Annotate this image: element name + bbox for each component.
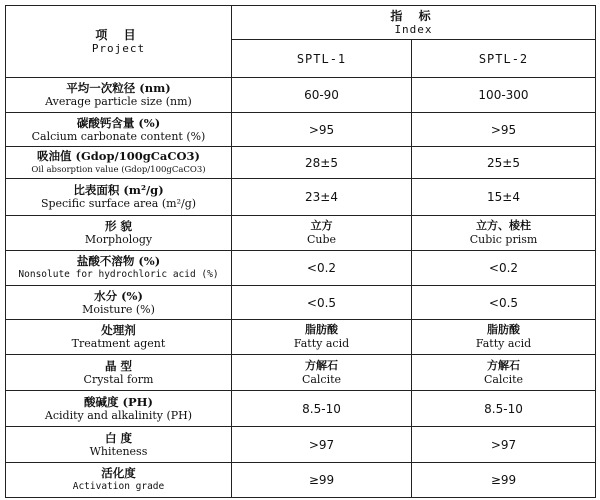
property-en: Activation grade <box>72 481 165 492</box>
value-text: 15±4 <box>487 190 520 204</box>
table-row <box>6 113 596 147</box>
property-en: Morphology <box>84 233 153 246</box>
grade-2-header: SPTL-2 <box>412 40 596 78</box>
sptl-2-value <box>412 113 596 147</box>
property-en: Oil absorption value (Gdop/100gCaCO3) <box>31 164 206 175</box>
table-row <box>6 286 596 320</box>
sptl-1-value <box>232 463 412 498</box>
sptl-1-value <box>232 251 412 286</box>
property-en: Calcium carbonate content (%) <box>31 129 206 143</box>
sptl-1-value <box>232 391 412 427</box>
sptl-1-value <box>232 147 412 179</box>
spec-sheet <box>5 5 595 495</box>
sptl-1-value <box>232 355 412 391</box>
project-header-zh: 项 目 <box>95 27 142 42</box>
index-header-zh: 指 标 <box>390 8 437 23</box>
value-text: <0.2 <box>306 261 337 275</box>
sptl-1-value <box>232 113 412 147</box>
value-text: >97 <box>490 437 517 452</box>
project-header-en: Project <box>91 41 146 55</box>
table-row <box>6 463 596 498</box>
sptl-2-value <box>412 427 596 463</box>
table-row <box>6 78 596 113</box>
grade-1-header: SPTL-1 <box>232 40 412 78</box>
property-en: Treatment agent <box>71 337 166 350</box>
property-zh: 水分 (%) <box>94 288 143 303</box>
table-row <box>6 179 596 216</box>
value-text: 8.5-10 <box>484 401 523 416</box>
property-en: Whiteness <box>89 444 148 458</box>
value-text: 100-300 <box>478 88 529 102</box>
sptl-1-value <box>232 216 412 251</box>
value-text: <0.2 <box>488 261 519 275</box>
value-text: <0.5 <box>306 295 337 310</box>
sptl-1-value <box>232 286 412 320</box>
property-zh: 吸油值 (Gdop/100gCaCO3) <box>37 148 200 163</box>
value-zh: 脂肪酸 <box>305 323 338 336</box>
property-en: Specific surface area (m²/g) <box>40 197 197 210</box>
header-row <box>6 6 596 40</box>
value-text: 25±5 <box>487 155 520 170</box>
value-text: 28±5 <box>305 155 338 170</box>
index-header-en: Index <box>394 22 433 36</box>
property-zh: 白 度 <box>104 430 132 445</box>
value-zh: 方解石 <box>305 358 338 372</box>
property-en: Acidity and alkalinity (PH) <box>44 408 193 422</box>
sptl-2-value <box>412 286 596 320</box>
value-zh: 立方、棱柱 <box>476 219 531 232</box>
property-zh: 盐酸不溶物 (%) <box>76 254 161 268</box>
property-cell <box>6 251 232 286</box>
property-cell <box>6 286 232 320</box>
sptl-2-value <box>412 320 596 355</box>
property-cell <box>6 179 232 216</box>
sptl-2-value <box>412 251 596 286</box>
sptl-2-value <box>412 216 596 251</box>
value-text: ≥99 <box>308 473 335 487</box>
sptl-1-value <box>232 427 412 463</box>
property-en: Average particle size (nm) <box>45 95 192 108</box>
property-zh: 处理剂 <box>101 323 136 337</box>
sptl-2-value <box>412 78 596 113</box>
property-cell <box>6 78 232 113</box>
property-cell <box>6 113 232 147</box>
property-zh: 碳酸钙含量 (%) <box>76 115 161 130</box>
property-en: Moisture (%) <box>82 302 155 316</box>
property-en: Crystal form <box>83 372 154 386</box>
value-text: 23±4 <box>305 190 338 204</box>
spec-table <box>5 5 596 498</box>
property-zh: 活化度 <box>101 466 136 480</box>
sptl-2-value <box>412 463 596 498</box>
property-cell <box>6 391 232 427</box>
value-text: >95 <box>308 122 335 137</box>
sptl-2-value <box>412 355 596 391</box>
table-row <box>6 391 596 427</box>
sptl-2-value <box>412 179 596 216</box>
value-en: Calcite <box>483 372 524 386</box>
property-cell <box>6 427 232 463</box>
project-header-cell <box>6 6 232 78</box>
value-text: ≥99 <box>490 473 517 487</box>
index-header-cell <box>232 6 596 40</box>
table-row <box>6 355 596 391</box>
value-en: Cubic prism <box>469 233 538 246</box>
sptl-2-value <box>412 391 596 427</box>
table-row <box>6 216 596 251</box>
sptl-1-value <box>232 179 412 216</box>
sptl-1-value <box>232 320 412 355</box>
value-en: Fatty acid <box>475 337 532 350</box>
value-text: >97 <box>308 437 335 452</box>
value-text: >95 <box>490 122 517 137</box>
value-text: <0.5 <box>488 295 519 310</box>
value-zh: 立方 <box>310 219 333 232</box>
table-row <box>6 147 596 179</box>
value-zh: 脂肪酸 <box>487 323 520 336</box>
property-cell <box>6 147 232 179</box>
table-row <box>6 427 596 463</box>
property-zh: 平均一次粒径 (nm) <box>66 81 171 95</box>
value-text: 60-90 <box>304 88 339 102</box>
value-en: Fatty acid <box>293 337 350 350</box>
table-row <box>6 320 596 355</box>
property-cell <box>6 216 232 251</box>
property-en: Nonsolute for hydrochloric acid (%) <box>18 269 219 280</box>
property-cell <box>6 355 232 391</box>
sptl-1-value <box>232 78 412 113</box>
property-zh: 比表面积 (m²/g) <box>73 183 164 197</box>
value-text: 8.5-10 <box>302 401 341 416</box>
value-en: Cube <box>306 233 337 246</box>
property-zh: 形 貌 <box>104 219 132 233</box>
property-cell <box>6 463 232 498</box>
property-zh: 酸碱度 (PH) <box>84 394 153 409</box>
value-en: Calcite <box>301 372 342 386</box>
property-cell <box>6 320 232 355</box>
table-row <box>6 251 596 286</box>
sptl-2-value <box>412 147 596 179</box>
property-zh: 晶 型 <box>104 358 132 373</box>
value-zh: 方解石 <box>487 358 520 372</box>
